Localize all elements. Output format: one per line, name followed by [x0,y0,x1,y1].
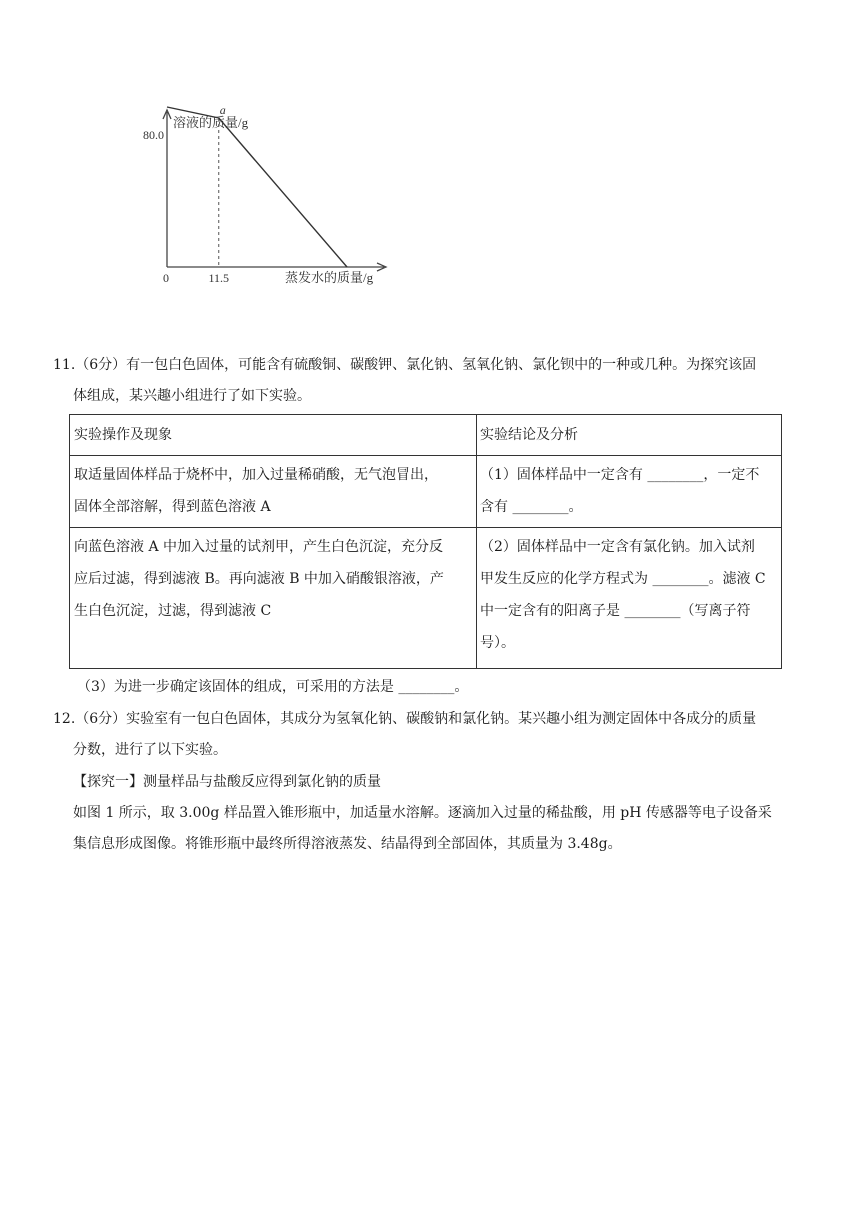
q11-line1: 11.（6分）有一包白色固体，可能含有硫酸铜、碳酸钾、氯化钠、氢氧化钠、氯化钡中的一种或几种。为探究该固 [53,357,757,373]
table-header-right: 实验结论及分析 [480,427,578,443]
y-axis-label: 溶液的质量/g [173,115,249,130]
point-label: a [219,103,226,117]
q11-part3: （3）为进一步确定该固体的组成，可采用的方法是 ________。 [77,679,469,695]
q11-line2: 体组成，某兴趣小组进行了如下实验。 [73,388,311,404]
table-row1-right: （1）固体样品中一定含有 ________，一定不 含有 ________。 [480,467,760,515]
table-row2-left: 向蓝色溶液 A 中加入过量的试剂甲，产生白色沉淀，充分反 应后过滤，得到滤液 B。再向滤液 B 中加入硝酸银溶液，产 生白色沉淀，过滤，得到滤液 C [74,539,444,619]
q12-line2: 分数，进行了以下实验。 [73,742,227,758]
table-row1-left: 取适量固体样品于烧杯中，加入过量稀硝酸，无气泡冒出， 固体全部溶解，得到蓝色溶液 A [74,467,438,515]
experiment-table [69,414,782,669]
evaporation-chart [120,100,410,300]
x-tick-label: 11.5 [208,271,230,285]
x-axis-label: 蒸发水的质量/g [285,270,374,285]
table-header-left: 实验操作及现象 [74,427,172,443]
y-tick-label: 80.0 [143,128,164,142]
table-divider [70,527,781,528]
table-divider [70,455,781,456]
q12-explore-title: 【探究一】测量样品与盐酸反应得到氯化钠的质量 [73,774,381,790]
q12-line1: 12.（6分）实验室有一包白色固体，其成分为氢氧化钠、碳酸钠和氯化钠。某兴趣小组为测定固体中各成分的质量 [53,711,757,727]
q12-body2: 集信息形成图像。将锥形瓶中最终所得溶液蒸发、结晶得到全部固体，其质量为 3.48g。 [73,836,622,852]
x-tick-label: 0 [163,271,169,285]
series-line [167,107,347,267]
q12-body1: 如图 1 所示，取 3.00g 样品置入锥形瓶中，加适量水溶解。逐滴加入过量的稀盐酸，用 pH 传感器等电子设备采 [73,805,772,821]
table-row2-right: （2）固体样品中一定含有氯化钠。加入试剂 甲发生反应的化学方程式为 ________。滤液 C 中一定含有的阳离子是 ________（写离子符 号）。 [480,539,766,651]
